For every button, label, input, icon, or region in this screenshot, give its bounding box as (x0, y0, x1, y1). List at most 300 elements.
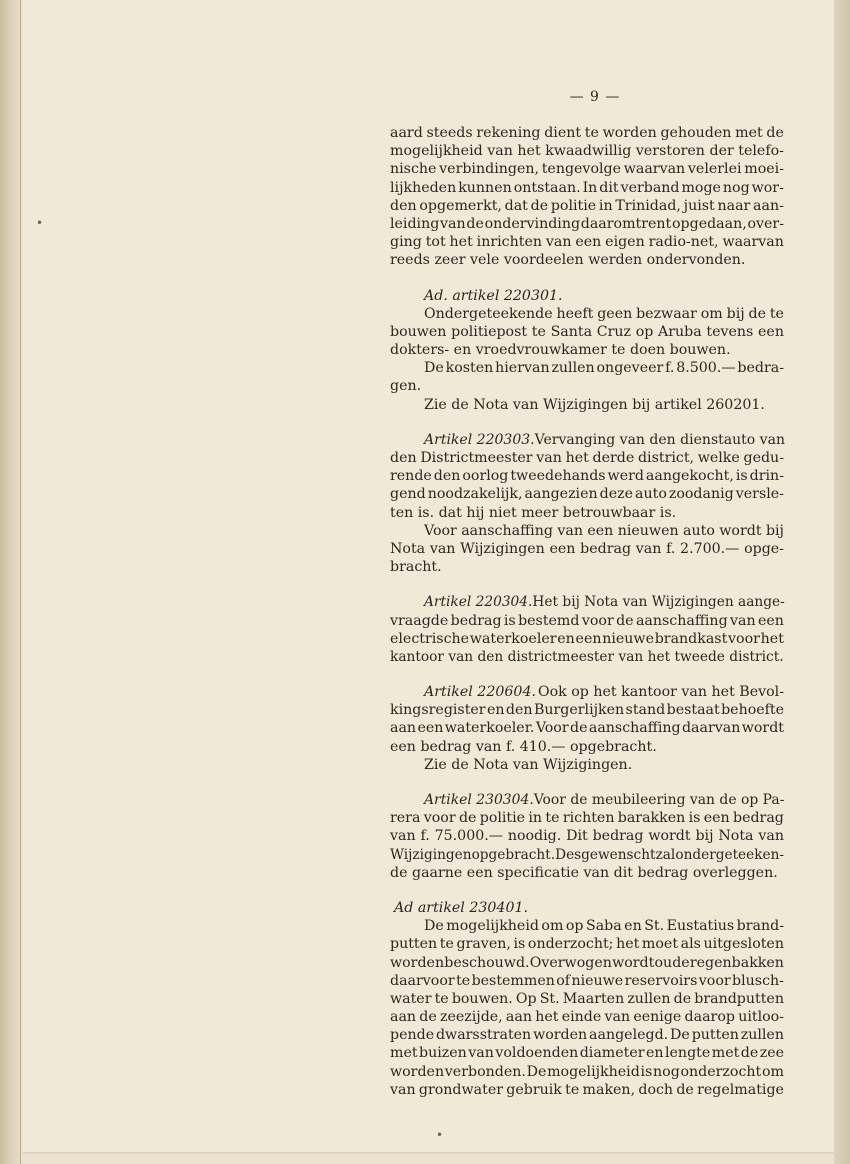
word: worden (390, 1063, 445, 1080)
text-line (390, 990, 784, 1008)
word: een (758, 612, 784, 629)
text-line (390, 791, 784, 809)
word: De (424, 360, 444, 377)
word: met (390, 1045, 418, 1062)
word: leiding (390, 215, 440, 232)
word: nieuwe (571, 972, 624, 989)
word: Aruba (658, 323, 702, 340)
word: over- (747, 215, 784, 232)
word: Districtmeester (420, 450, 533, 466)
text-line (390, 485, 784, 503)
word: en (557, 630, 575, 647)
word: noodig. (507, 828, 562, 845)
word: Nota (390, 540, 426, 557)
word: wordt (612, 954, 655, 971)
text-line: kantoor van den districtmeester van het tweede district. (390, 648, 784, 665)
text-run: Ook op het kantoor van het Bevol- (537, 684, 784, 701)
word: bedra- (737, 360, 784, 377)
word: Op (515, 990, 537, 1007)
word: te (584, 125, 599, 141)
text-line (390, 719, 784, 737)
text-line (390, 1044, 784, 1062)
word: tengevolge (541, 161, 622, 178)
word: tevens (706, 323, 754, 340)
word: St. (644, 918, 665, 935)
word: rera (390, 810, 421, 827)
word: daaromtrent (580, 215, 672, 232)
word: Wijzigingen (390, 846, 472, 863)
word: De (526, 1063, 547, 1080)
word: is (503, 612, 516, 629)
word: met (711, 1045, 740, 1062)
text-line: Zie de Nota van Wijzigingen bij artikel 260201. (424, 396, 765, 413)
word: verstoren (635, 143, 705, 160)
word: de (570, 720, 588, 737)
word: van (758, 828, 784, 845)
word: f. (666, 540, 676, 557)
word: eigen (605, 234, 645, 251)
section-220301 (390, 287, 784, 414)
word: is (640, 1063, 653, 1080)
word: gend (390, 486, 426, 503)
word: Ondergeteekende (424, 305, 553, 322)
word: politie (550, 197, 597, 214)
word: richten (562, 810, 615, 827)
word: De (670, 1027, 690, 1044)
word: van (604, 1009, 631, 1026)
word: en (486, 702, 505, 719)
word: aan (390, 1009, 417, 1026)
word: bij (765, 522, 784, 539)
word: Santa (550, 323, 593, 340)
text-line (390, 683, 784, 701)
word: beschouwd. (444, 954, 530, 971)
word: is (688, 810, 701, 827)
word: mogelijkheid (390, 143, 483, 160)
word: opgebracht. (471, 846, 556, 863)
text-line (390, 197, 784, 215)
word: nische (390, 161, 437, 178)
section-220303 (390, 431, 784, 577)
word: brand- (736, 918, 784, 935)
word: radio-net, (648, 234, 719, 251)
word: een (703, 810, 730, 827)
word: bezwaar (636, 305, 697, 322)
word: het (449, 234, 473, 251)
text-run: Voor de meubileering van de op Pa- (533, 792, 785, 808)
text-line (390, 612, 784, 630)
word: uitloo- (738, 1009, 784, 1026)
text-line (390, 142, 784, 160)
word: rekening (476, 125, 541, 141)
word: Desgewenscht (555, 846, 656, 863)
word: oude (654, 954, 690, 971)
word: te (439, 936, 454, 953)
text-run: Het bij Nota van Wijzigingen aange- (532, 594, 785, 611)
word: brandputten (694, 990, 784, 1007)
word: eenige (633, 1009, 682, 1026)
word: daarvan (681, 720, 741, 737)
word: heeft (556, 305, 594, 322)
text-line: reeds zeer vele voordeelen werden ondervonden. (390, 252, 746, 269)
word: moei- (744, 161, 784, 178)
text-line (390, 540, 784, 558)
word: zullen (551, 360, 595, 377)
word: de (616, 612, 634, 629)
word: ondervinding (484, 215, 581, 232)
word: kingsregister (390, 702, 486, 719)
text-line (390, 846, 784, 864)
text-line (390, 701, 784, 719)
word: aanschaffing (461, 522, 553, 539)
word: bij (695, 828, 714, 845)
word: zal (655, 846, 676, 863)
text-line (390, 449, 784, 467)
word: als (680, 936, 701, 953)
word: verbindingen, (439, 161, 539, 178)
word: in (528, 810, 543, 827)
word: reservoirs (624, 972, 698, 989)
word: barakken (617, 810, 686, 827)
section-220604 (390, 683, 784, 774)
section-heading: Artikel 220304. (424, 594, 533, 611)
word: van (468, 1045, 494, 1062)
word: maken, (582, 1081, 636, 1098)
word: brandkast (654, 630, 728, 647)
word: verband (620, 179, 680, 196)
word: politie (479, 810, 526, 827)
word: kwaadwillig (545, 143, 632, 160)
word: blusch- (732, 972, 784, 989)
word: politiepost (451, 323, 528, 340)
word: velerlei (687, 161, 742, 178)
text-line: ten is. dat hij niet meer betrouwbaar is. (390, 504, 677, 521)
word: bedrag (580, 540, 632, 557)
word: 2.700.— (680, 540, 740, 557)
word: Eustatius (666, 918, 735, 935)
word: den (505, 702, 533, 719)
word: versle- (735, 486, 784, 503)
word: een (575, 234, 602, 251)
word: wordt (648, 828, 691, 845)
word: is (513, 936, 526, 953)
text-line (390, 630, 784, 648)
word: aangelegd. (589, 1027, 669, 1044)
word: een (417, 720, 444, 737)
word: van (536, 450, 562, 466)
word: voor (728, 630, 760, 647)
word: dwarsstraten (435, 1027, 532, 1044)
word: bedrag (450, 612, 502, 629)
text-line (390, 305, 784, 323)
word: opgemerkt, (419, 197, 502, 214)
word: een (549, 540, 576, 557)
word: lengte (665, 1045, 711, 1062)
word: tot (425, 234, 446, 251)
word: Saba (585, 918, 622, 935)
word: electrische (390, 630, 470, 647)
word: tweedehands (510, 468, 606, 485)
section-heading-line (390, 287, 784, 305)
text-line (390, 467, 784, 485)
word: de (766, 125, 784, 141)
word: De (424, 918, 444, 935)
word: het (760, 630, 784, 647)
text-line (390, 1026, 784, 1044)
word: district, (637, 450, 695, 466)
word: om (700, 305, 723, 322)
word: waarvan (623, 161, 686, 178)
word: auto (635, 486, 667, 503)
word: Trinidad, (615, 197, 681, 214)
section-220304 (390, 593, 784, 666)
text-line (390, 972, 784, 990)
word: waterkoeler. (444, 720, 535, 737)
word: lijkheden (390, 179, 457, 196)
word: vraagde (390, 612, 449, 629)
word: St. (539, 990, 560, 1007)
word: de (673, 990, 692, 1007)
word: opgedaan, (671, 215, 747, 232)
word: en (645, 1045, 664, 1062)
text-line: bracht. (390, 559, 442, 576)
word: is (735, 468, 748, 485)
text-line: Zie de Nota van Wijzigingen. (424, 756, 633, 773)
word: waterkoeler (469, 630, 557, 647)
word: nog (722, 179, 750, 196)
word: Wijzigingen (460, 540, 545, 557)
word: kosten (445, 360, 494, 377)
word: het (565, 450, 589, 466)
word: of (556, 972, 571, 989)
word: pende (390, 1027, 435, 1044)
word: worden (602, 125, 657, 141)
word: onderzocht (680, 1063, 762, 1080)
word: zoodanig (668, 486, 734, 503)
text-line (390, 1008, 784, 1026)
word: in (598, 197, 613, 214)
word: juist (683, 197, 715, 214)
word: om (761, 1063, 784, 1080)
word: geen (597, 305, 633, 322)
text-line (390, 179, 784, 197)
word: worden (533, 1027, 588, 1044)
text-line (390, 233, 784, 251)
word: gebruik (506, 1081, 562, 1098)
word: van (390, 1081, 416, 1098)
word: het (517, 143, 541, 160)
word: oorlog (462, 468, 509, 485)
word: Burgerlijken (533, 702, 625, 719)
word: mogelijkheid (446, 918, 539, 935)
text-line (390, 827, 784, 845)
word: zee (759, 1045, 784, 1062)
section-heading: Ad artikel 230401. (394, 899, 529, 916)
word: bestemd (518, 612, 580, 629)
word: bouwen (390, 323, 447, 340)
word: van (440, 215, 466, 232)
word: zullen (627, 990, 671, 1007)
word: ging (390, 234, 422, 251)
word: bestemmen (471, 972, 555, 989)
word: diameter (579, 1045, 645, 1062)
word: van (390, 828, 416, 845)
text-line (390, 160, 784, 178)
word: ondergeteeken- (675, 846, 784, 863)
binding-line (20, 0, 21, 1164)
word: uitgesloten (703, 936, 784, 953)
word: den (390, 450, 417, 466)
section-230304 (390, 791, 784, 882)
text-line: dokters- en vroedvrouwkamer te doen bouwen. (390, 342, 731, 359)
word: van (487, 143, 513, 160)
word: een (587, 522, 614, 539)
text-line (390, 431, 784, 449)
text-line: een bedrag van f. 410.— opgebracht. (390, 738, 657, 755)
word: te (769, 305, 784, 322)
word: auto (683, 522, 715, 539)
word: moge (681, 179, 721, 196)
word: noodzakelijk, (427, 486, 523, 503)
word: rende (390, 468, 432, 485)
word: voor (698, 972, 731, 989)
word: de (458, 810, 477, 827)
word: wor- (751, 179, 784, 196)
text-line (390, 124, 784, 142)
word: de (419, 1009, 437, 1026)
word: de (748, 305, 766, 322)
word: de (530, 197, 549, 214)
word: water (390, 990, 432, 1007)
word: aanschaffing (635, 612, 728, 629)
word: en (624, 918, 642, 935)
word: de (466, 215, 484, 232)
word: behoefte (721, 702, 784, 719)
word: mogelijkheid (547, 1063, 640, 1080)
word: het (616, 936, 640, 953)
word: regenbakken (689, 954, 784, 971)
word: den (390, 197, 417, 214)
word: aan (390, 720, 417, 737)
word: op (635, 323, 654, 340)
word: graven, (456, 936, 511, 953)
page-left-edge (0, 0, 20, 1164)
word: Overwogen (529, 954, 612, 971)
word: voldoenden (495, 1045, 579, 1062)
text-line (390, 522, 784, 540)
word: Voor (424, 522, 457, 539)
word: derde (592, 450, 635, 466)
word: bij (726, 305, 745, 322)
word: In (582, 179, 598, 196)
text-line (390, 917, 784, 935)
word: worden (390, 954, 445, 971)
word: van (635, 540, 662, 557)
text-line (390, 593, 784, 611)
word: te (456, 972, 471, 989)
word: te (565, 1081, 580, 1098)
word: aan- (753, 197, 784, 214)
word: gedu- (743, 450, 784, 466)
word: waarvan (722, 234, 784, 251)
word: bestaat (666, 702, 720, 719)
word: drin- (749, 468, 784, 485)
word: daarop (684, 1009, 735, 1026)
word: te (434, 990, 449, 1007)
word: deze (599, 486, 633, 503)
word: van (557, 522, 583, 539)
text-line: gen. (390, 378, 422, 395)
word: dit (599, 179, 619, 196)
word: aanschaffing (588, 720, 681, 737)
word: Maarten (562, 990, 625, 1007)
text-line (390, 954, 784, 972)
text-line (390, 1063, 784, 1081)
word: putten (390, 936, 438, 953)
word: zeezijde, (440, 1009, 503, 1026)
word: telefo- (738, 143, 784, 160)
word: steeds (426, 125, 473, 141)
page-right-edge (834, 0, 850, 1164)
word: aangekocht, (645, 468, 734, 485)
word: Nota (718, 828, 754, 845)
word: regelmatige (697, 1081, 784, 1098)
word: moet (641, 936, 679, 953)
word: aan (505, 1009, 532, 1026)
word: gehouden (660, 125, 732, 141)
word: op (565, 918, 584, 935)
section-heading: Artikel 230304. (424, 792, 534, 808)
section-heading: Artikel 220303. (424, 431, 535, 448)
word: der (709, 143, 734, 160)
word: een (575, 630, 602, 647)
word: om (541, 918, 564, 935)
word: ontstaan. (513, 179, 581, 196)
word: putten (691, 1027, 739, 1044)
word: het (535, 1009, 559, 1026)
word: kunnen (458, 179, 512, 196)
word: daarvoor (390, 972, 455, 989)
paragraph-continuation (390, 124, 784, 270)
word: opge- (744, 540, 784, 557)
section-230401 (390, 899, 784, 1099)
word: ongeveer (596, 360, 664, 377)
text-column (390, 124, 784, 1099)
word: werd (607, 468, 644, 485)
word: te (545, 810, 560, 827)
word: de (676, 1081, 694, 1098)
text-line (390, 1081, 784, 1099)
word: grondwater (418, 1081, 503, 1098)
word: bedrag (732, 810, 784, 827)
word: nieuwe (602, 630, 654, 647)
word: inrichten (476, 234, 542, 251)
word: f. (420, 828, 430, 845)
word: te (531, 323, 546, 340)
bottom-speck: • (436, 1128, 444, 1142)
word: einde (561, 1009, 602, 1026)
section-heading: Ad. artikel 220301. (424, 287, 563, 304)
word: 75.000.— (434, 828, 503, 845)
word: verbonden. (444, 1063, 526, 1080)
word: 8.500.— (676, 360, 736, 377)
word: wordt (741, 720, 784, 737)
text-line (390, 359, 784, 377)
word: stand (625, 702, 666, 719)
section-heading-line (390, 899, 784, 917)
word: aard (390, 125, 423, 141)
text-line (390, 809, 784, 827)
